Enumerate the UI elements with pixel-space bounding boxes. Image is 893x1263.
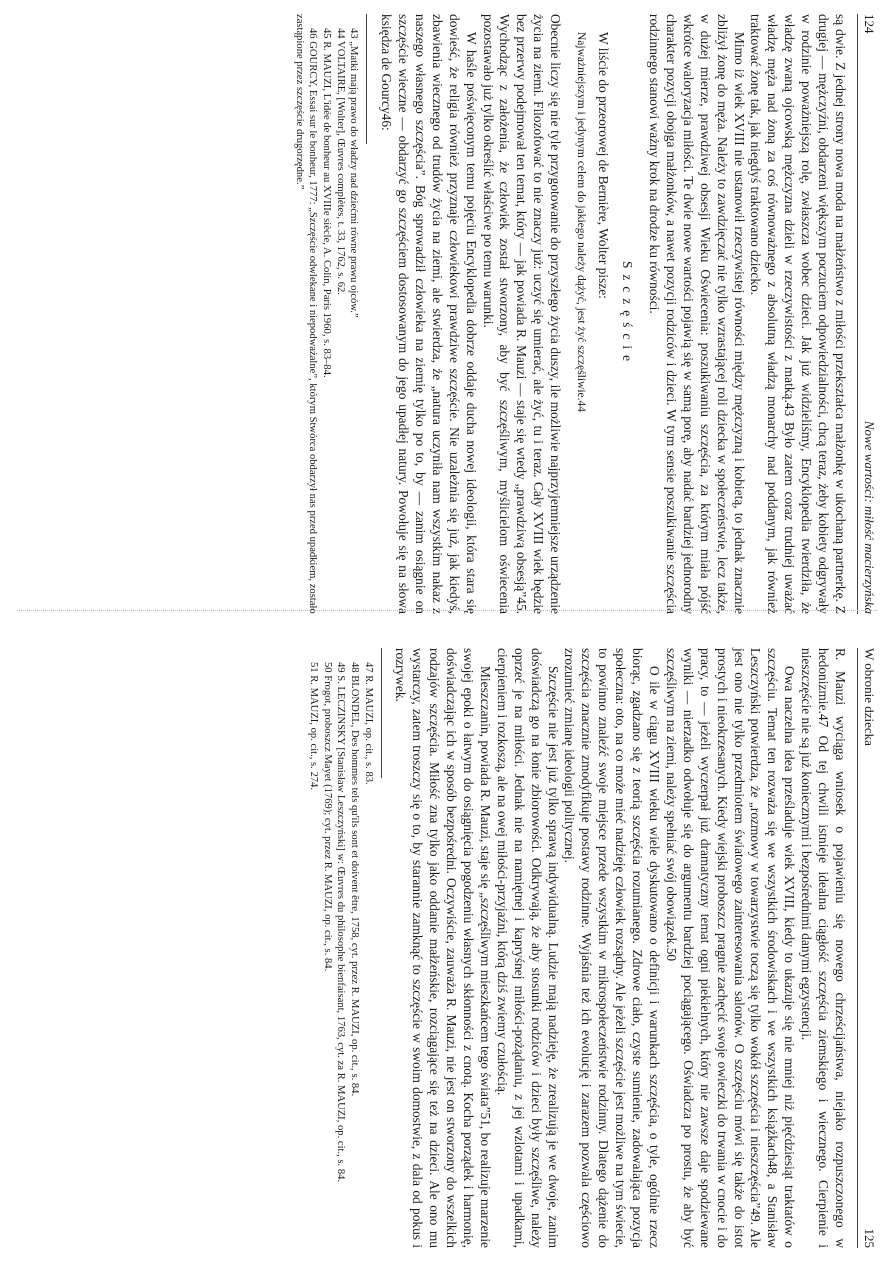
paragraph: Owa naczelna idea prześladuje wiek XVIII, kiedy to ukazuje się nie mniej niż pięćdziesiąt traktatów o szczęściu. Temat ten rozważa się we wszystkich środowiskach i we wszystkich książkach48, a Stanisław Leszczyński potwierdza, że „rozmowy w towarzystwie toczą się tylko wokół szczęścia i nieszczęścia”49. Ale jest ono nie tylko przedmiotem światowego zainteresowania salonów. O szczęściu mówi się także do istot prostych i nieokrzesanych. Kiedy wiejski proboszcz pragnie zachęcić swoje owieczki do trwania w cnocie i do pracy, to — jeżeli wyczerpał już dramatyczny temat ogni piekielnych, który nie zawsze daje spodziewane wyniki — nierzadko odwołuje się do argumentu bardziej pociągającego. Oświadcza po prostu, że aby być szczęśliwym na ziemi, należy spełniać swój obowiązek.50 [663,648,798,1248]
footnote: 48 BLONDEL, Des hommes tels qu'ils sont et doivent être, 1758, cyt. przez R. MAUZI, op. cit., s. 84. [348,662,360,1097]
paragraph: Mieszczanin, powiada R. Mauzi, staje się „szczęśliwym mieszkańcem tego świata”51, bo realizuje marzenie swojej epoki o łatwym do osiągnięcia pogodzeniu własnych skłonności z cnotą. Kocha porządek i harmonię, doświadczając ich w sposób bezpośredni. Oczywiście, zauważa R. Mauzi, nie jest on stworzony do wszelkich rodzajów szczęścia. Miłość zna tylko jako oddanie małżeńskie, rozciągające się też na dzieci. Ale ono mu wystarczy, zatem troszczy się o to, by starannie zamknąć to szczęście w swoim domostwie, z dala od pokus i rozrywek. [393,648,493,1248]
paragraph: Szczęście nie jest już tylko sprawą indywidualną. Ludzie mają nadzieję, że zrealizują je we dwoje, zanim doświadczą go na łonie zbiorowości. Odkrywają, że aby stosunki rodziców i dzieci były szczęśliwe, należy oprzeć je na miłości. Jednak nie na namiętnej i kapryśnej miłości-pożądaniu, z jej wzlotami i upadkami, cierpieniem i rozkoszą, ale na owej miłości-przyjaźni, którą dziś zwiemy czułością. [494,648,561,1248]
paragraph: R. Mauzi wyciąga wniosek o pojawieniu się nowego chrześcijaństwa, niejako rozpuszczonego w hedonizmie.47 Od tej chwili istnieje idealna ciągłość szczęścia ziemskiego i wiecznego. Cierpienie i nieszczęście nie są już koniecznymi i bezpośrednimi danymi egzystencji. [799,648,848,1248]
paragraph: Obecnie liczy się nie tyle przygotowanie do przyszłego życia duszy, ile możliwie najprzyjemniejsze urządzenie życia na ziemi. Filozofować to nie znaczy już: uczyć się umierać, ale żyć, tu i teraz. Cały XVIII wiek będzie bez przerwy podejmował ten temat, który — jak powiada R. Mauzi — staje się wtedy „prawdziwą obsesją”45. Wychodząc z założenia, że człowiek został stworzony, aby być szczęśliwym, myślicielom oświecenia pozostawało już tylko określić właściwe po temu warunki. [480,14,564,614]
footnote: 43 „Matki mają prawo do władzy nad dziećmi równe prawu ojców.” [348,28,360,318]
right-page [17,648,877,1248]
footnote-rule [381,648,382,778]
epigraph: Najważniejszym i jedynym celem do jakiego należy dążyć, jest żyć szczęśliwie.44 [575,32,588,412]
paragraph: Mimo iż wiek XVIII nie ustanowił rzeczywistej równości między mężczyzną i kobietą, to jednak znacznie zbliżył żonę do męża. Należy to zawdzięczać nie tylko wzrastającej roli dziecka w społeczeństwie, lecz także, w dużej mierze, prawdziwej obsesji Wieku Oświecenia: poszukiwaniu szczęścia, za którym miała pójść wkrótce waloryzacja miłości. Te dwie nowe wartości pojawią się w samą porę, aby nadać bardziej jednorodny charakter pozycji obojga małżonków, a nawet pozycji rodziców i dzieci. W tym sensie poszukiwanie szczęścia rodzinnego stanowi ważny krok na drodze ku równości. [647,14,747,614]
running-head [857,14,877,614]
footnote: 45 R. MAUZI, L'idée de bonheur au XVIIIe siècle, A. Colin, Paris 1960, s. 83–84. [321,28,333,378]
running-head [857,648,877,1248]
running-head-title: W obronie dziecka [862,648,877,746]
section-title: Szczęście [620,260,636,368]
footnote: 51 R. MAUZI, op. cit., s. 274. [308,662,320,791]
paragraph: W liście do przeorowej de Bernière, Wolter pisze: [596,32,612,299]
footnote: 49 S. LECZINSKY [Stanisław Leszczyński] w: Œuvres du philosophe bienfaisant, 1763, cyt. za R. MAUZI, op. cit., s. 84. [335,662,347,1183]
footnote: 47 R. MAUZI, op. cit., s. 83. [362,662,374,785]
paragraph: W haśle poświęconym temu pojęciu Encyklopedia dobrze oddaje ducha nowej ideologii, która stara się dowieść, że religia również przyznaje człowiekowi prawdziwe szczęście. Nie uzależnia się już, jak kiedyś, zbawienia wiecznego od trudów życia na ziemi, ale stwierdza, że „natura uczyniła nam wszystkim nakaz z naszego własnego szczęścia”. Bóg sprowadził człowieka na ziemię tylko po to, by — zanim osiągnie on szczęście wieczne — obdarzyć go szczęściem dostosowanym do jego upadłej natury. Powołuje się na słowa księdza de Gourcy46: [379,14,479,614]
gutter-divider [17,610,877,637]
paragraph: są dwie. Z jednej strony nowa moda na małżeństwo z miłości przekształca małżonkę w ukochaną partnerkę. Z drugiej — mężczyźni, obdarzeni większym poczuciem odpowiedzialności, chcą teraz, żeby kobiety odgrywały w rodzinie poważniejszą rolę, zwłaszcza wobec dzieci. Jak już widzieliśmy, Encyklopedia twierdziła, że władzę zwaną ojcowską mężczyzna dzieli w rzeczywistości z matką.43 Było zatem coraz trudniej uważać władzę męża nad żoną za coś równoważnego z absolutną władzą monarchy nad poddanym, jak również traktować żonę tak, jak niegdyś traktowano dziecko. [748,14,848,614]
left-page [17,14,877,614]
footnote-rule [366,14,367,144]
page-number: 124 [862,14,877,34]
footnote: 44 VOLTAIRE, [Wolter], Œuvres complètes, t. 33, 1762, s. 62. [334,28,346,295]
running-head-title: Nowe wartości: miłość macierzyńska [862,420,877,614]
paragraph: O ile w ciągu XVIII wieku wiele dyskutowano o definicji i warunkach szczęścia, o tyle, ogólnie rzecz biorąc, zgadzano się z teorią szczęścia rozumianego. Zdrowe ciało, czyste sumienie, zadowalająca pozycja społeczna: oto, na co może mieć nadzieję człowiek rozsądny. Ale jeżeli szczęście jest możliwe na tym świecie, to powinno znaleźć swoje miejsce przede wszystkim w mikrospołeczeństwie rodzinny. Dlatego dążenie do szczęścia znacznie zmodyfikuje postawy rodzinne. Wyjaśnia też ich ewolucję i zarazem pozwala częściowo zrozumieć zmianę ideologii politycznej. [562,648,663,1248]
page-number: 125 [862,1228,877,1248]
footnote: 50 Frogot, proboszcz Mayet (1769); cyt. przez R. MAUZI, op. cit., s. 84. [321,662,333,972]
footnote: 46 GOURCY, Essai sur le bonheur, 1777: „Szczęście odwlekane i niepodważalne”, którym Stwórca obdarzył nas przed upadkiem, zostało zastąpione przez szczęście drugorzędne.” [293,14,319,614]
